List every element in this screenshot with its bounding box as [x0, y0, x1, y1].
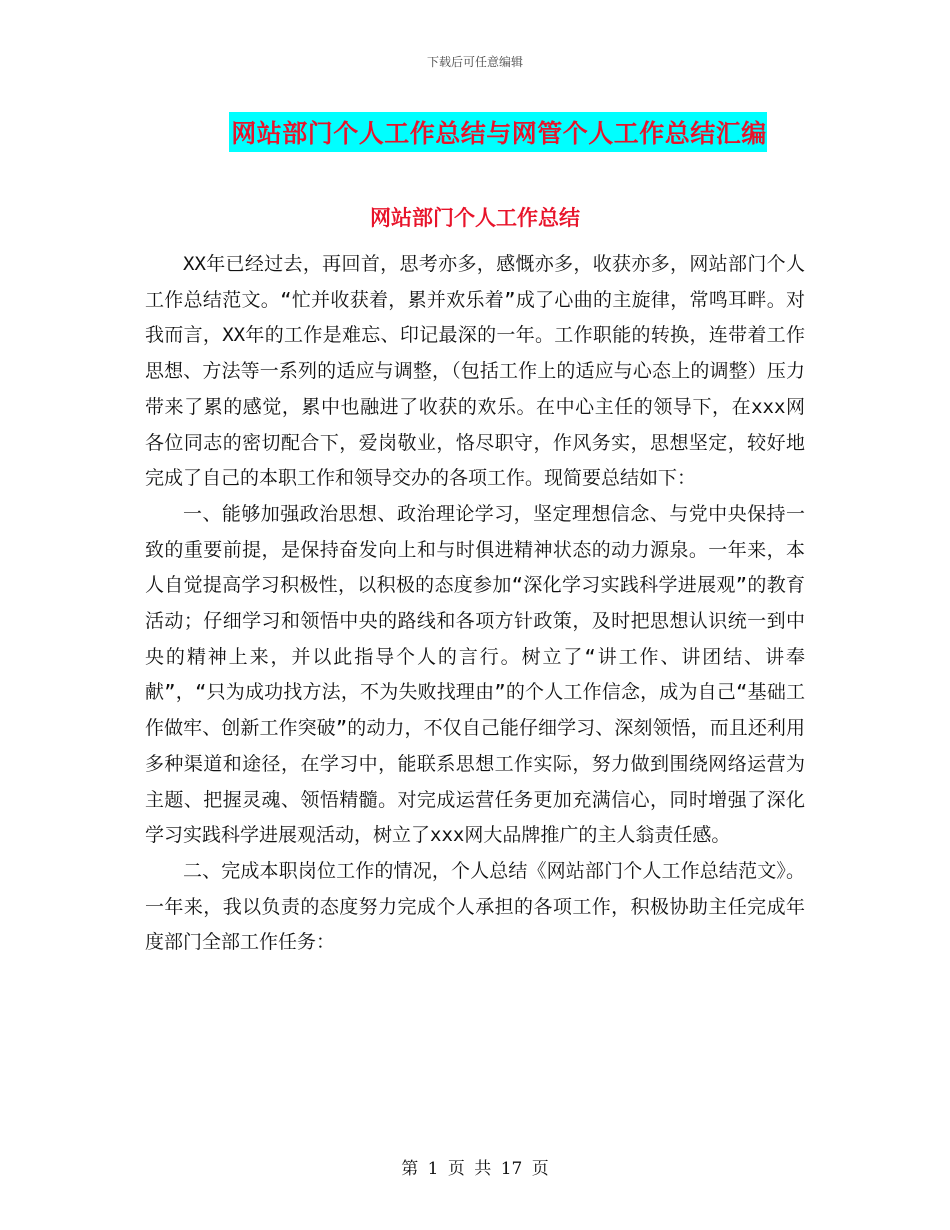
- body-paragraph-3: 二、完成本职岗位工作的情况，个人总结《网站部门个人工作总结范文》。 一年来，我以负责的态度努力完成个人承担的各项工作，积极协助主任完成年度部门全部工作任务：: [145, 859, 805, 954]
- document-main-title: [0, 112, 950, 152]
- body-paragraph-1: XX年已经过去，再回首，思考亦多，感慨亦多，收获亦多，网站部门个人工作总结范文。“忙并收获着，累并欢乐着”成了心曲的主旋律，常鸣耳畔。对我而言，XX年的工作是难忘、印记最深的一年。工作职能的转换，连带着工作思想、方法等一系列的适应与调整，（包括工作上的适应与心态上的调整）压力带来了累的感觉，累中也融进了收获的欢乐。在中心主任的领导下，在xxx网各位同志的密切配合下，爱岗敬业，恪尽职守，作风务实，思想坚定，较好地完成了自己的本职工作和领导交办的各项工作。现简要总结如下：: [145, 253, 805, 490]
- main-title-highlight: 网站部门个人工作总结与网管个人工作总结汇编: [229, 112, 767, 152]
- document-sub-title: 网站部门个人工作总结: [370, 205, 580, 230]
- header-note: 下载后可任意编辑: [426, 55, 523, 69]
- body-paragraph-2: 一、能够加强政治思想、政治理论学习，坚定理想信念、与党中央保持一致的重要前提，是保持奋发向上和与时俱进精神状态的动力源泉。一年来，本人自觉提高学习积极性，以积极的态度参加“深化学习实践科学进展观”的教育活动；仔细学习和领悟中央的路线和各项方针政策，及时把思想认识统一到中央的精神上来，并以此指导个人的言行。树立了“讲工作、讲团结、讲奉献”，“只为成功找方法，不为失败找理由”的个人工作信念，成为自己“基础工作做牢、创新工作突破”的动力，不仅自己能仔细学习、深刻领悟，而且还利用多种渠道和途径，在学习中，能联系思想工作实际，努力做到围绕网络运营为主题、把握灵魂、领悟精髓。对完成运营任务更加充满信心，同时增强了深化学习实践科学进展观活动，树立了xxx网大品牌推广的主人翁责任感。: [145, 502, 805, 847]
- page-number-footer: 第 1 页 共 17 页: [401, 1159, 549, 1179]
- document-body: [145, 247, 805, 961]
